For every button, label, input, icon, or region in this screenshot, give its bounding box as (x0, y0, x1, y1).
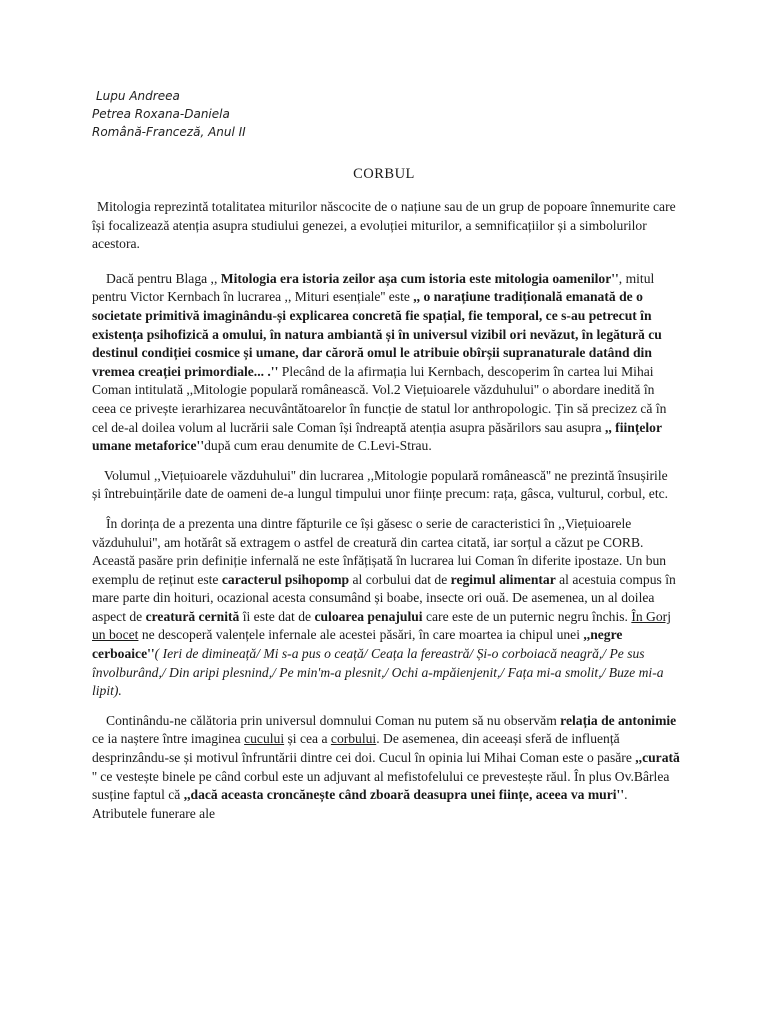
text-run: al corbului dat de (349, 571, 451, 587)
underlined-phrase: În Gorj un bocet (92, 608, 671, 643)
emphasis: relația de antonimie (560, 712, 677, 728)
quote-kernbach: ,, o narațiune tradițională emanată de o societate primitivă imaginându-și explicarea concretă fie spațial, fie temporal, ce s-au petrecut în existența psihofizică a omului, în natura ambiantă și în universul vizibil ori nevăzut, în legătură cu destinul condiției cosmice și umane, dar căroră omul le atribuie obîrșii supranaturale datând din vremea creației primordiale... .'' (92, 289, 662, 379)
emphasis: regimul alimentar (450, 571, 556, 587)
text-run: al acestuia compus în mare parte din hoituri, ocazional acesta consumând și boabe, insecte ori ouă. De asemenea, un al doilea aspect de (92, 571, 676, 624)
course-line: Română-Franceză, Anul II (92, 125, 246, 139)
emphasis: caracterul psihopomp (221, 571, 350, 587)
underlined-word: corbului (330, 731, 377, 747)
quote-barlea: ,,dacă aceasta croncănește când zboară deasupra unei ființe, aceea va muri'' (183, 787, 625, 803)
quote-metaphoric-beings: ,, ființelor umane metaforice'' (92, 419, 662, 454)
text-run: Plecând de la afirmația lui Kernbach, descoperim în cartea lui Mihai Coman intitulată ,,Mitologie populară românească. Vol.2 Viețuioarele văzduhului'' o abordare inedită în ceea ce privește ierarhizarea necuvântătoarelor în funcție de statul lor anthropologic. Țin să precizez că în cel de-al doilea volum al lucrării sale Coman își îndreaptă atenția asupra păsărilors sau asupra (92, 363, 667, 435)
emphasis: culoarea penajului (314, 608, 423, 624)
text-run: În dorința de a prezenta una dintre făpturile ce își găsesc o serie de caracteristici în ,,Viețuioarele văzduhului'', am hotărât să extragem o astfel de creatură din cartea citată, iar sorțul a căzut pe CORB. Această pasăre prin definiție infernală ne este înfățișată în lucrarea lui Coman în diferite ipostaze. Un bun exemplu de reținut este (92, 515, 667, 587)
paragraph-5 (92, 712, 680, 824)
author-block (92, 87, 246, 141)
emphasis: ,,curată (635, 750, 680, 766)
paragraph-2 (92, 270, 680, 456)
text-run: ce ia naștere între imaginea (92, 731, 245, 747)
text-run: și cea a (284, 731, 331, 747)
text-run: care este de un puternic negru închis. (422, 608, 632, 624)
paragraph-1: Mitologia reprezintă totalitatea miturilor născocite de o națiune sau de un grup de popoare înnemurite care își focalizează atenția asupra studiului genezei, a evoluției miturilor, a semnificațiilor și a simbolurilor acestora. (92, 199, 676, 252)
paragraph-3: Volumul ,,Viețuioarele văzduhului'' din lucrarea ,,Mitologie populară românească'' ne prezintă însușirile și întrebuințările date de oameni de-a lungul timpului unor ființe precum: rața, gâsca, vulturul, corbul, etc. (92, 467, 669, 502)
document-title: CORBUL (353, 166, 415, 182)
emphasis: creatură cernită (145, 608, 240, 624)
text-run: '' ce vestește binele pe când corbul este un adjuvant al mefistofelului ce prevestește răul. În plus Ov.Bârlea susține faptul că (92, 768, 670, 803)
text-run: , mitul pentru Victor Kernbach în lucrarea ,, Mituri esențiale'' este (92, 270, 655, 305)
text-run: Dacă pentru Blaga ,, (106, 270, 221, 286)
underlined-word: cucului (244, 731, 285, 747)
text-run: după cum erau denumite de C.Levi-Strau. (204, 438, 432, 454)
text-run: . De asemenea, din aceeași sferă de influență desprinzându-se și motivul înfruntării dintre cei doi. Cucul în opinia lui Mihai Coman este o pasăre (92, 731, 636, 766)
lament-verse: ( Ieri de dimineață/ Mi s-a pus o ceață/ Ceața la fereastră/ Și-o corboiacă neagră,/ Pe sus învolburând,/ Din aripi plesnind,/ Pe min'm-a plesnit,/ Ochi a-mpăienjenit,/ Fața mi-a smolit,/ Buze mi-a lipit). (92, 646, 664, 699)
text-run: îi este dat de (239, 608, 315, 624)
text-run: ne descoperă valențele infernale ale acestei păsări, în care moartea ia chipul unei (138, 627, 584, 643)
author-name: Petrea Roxana-Daniela (92, 107, 230, 121)
author-name: Lupu Andreea (96, 89, 180, 103)
text-run: Continându-ne călătoria prin universul domnului Coman nu putem să nu observăm (106, 712, 561, 728)
quote-blaga: Mitologia era istoria zeilor așa cum istoria este mitologia oamenilor'' (220, 270, 619, 286)
emphasis: ,,negre cerboaice'' (92, 627, 623, 662)
text-run: . Atributele funerare ale (92, 787, 628, 821)
paragraph-4 (92, 515, 680, 701)
document-body (92, 198, 680, 834)
